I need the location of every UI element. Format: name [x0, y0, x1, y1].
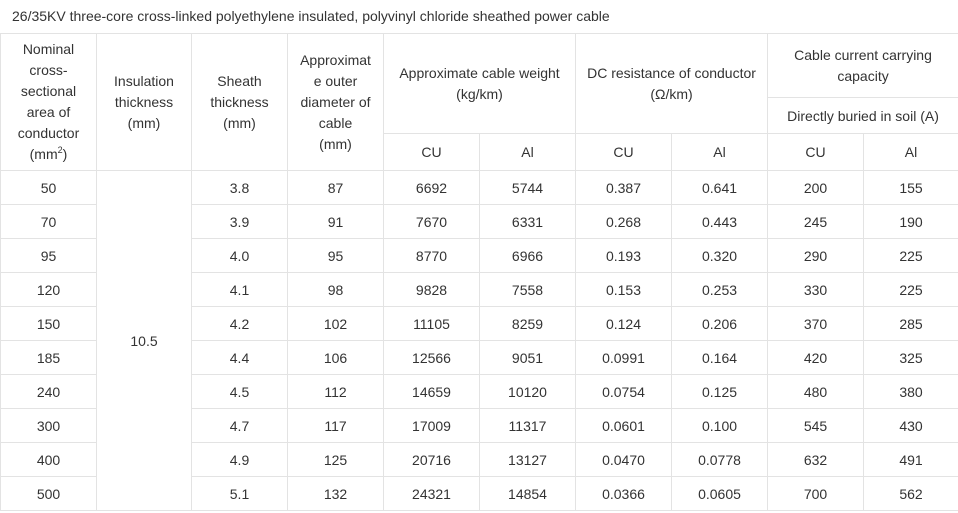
header-nominal-area [1, 34, 97, 171]
cell-area: 240 [1, 375, 97, 409]
cell-resistance-al: 0.443 [672, 205, 768, 239]
cell-sheath: 4.1 [192, 273, 288, 307]
cell-resistance-cu: 0.124 [576, 307, 672, 341]
cell-current-al: 225 [864, 273, 958, 307]
header-cable-weight [384, 34, 576, 134]
header-dc-resistance [576, 34, 768, 134]
cell-current-al: 190 [864, 205, 958, 239]
header-resistance-line2: (Ω/km) [650, 85, 693, 102]
cell-current-cu: 290 [768, 239, 864, 273]
cell-sheath: 3.9 [192, 205, 288, 239]
cell-resistance-cu: 0.0601 [576, 409, 672, 443]
cell-insulation-thickness: 10.5 [97, 171, 192, 511]
cell-sheath: 4.0 [192, 239, 288, 273]
header-insulation-line3: (mm) [127, 114, 161, 131]
cell-current-cu: 245 [768, 205, 864, 239]
cell-area: 500 [1, 477, 97, 511]
header-area-unit-close: ) [62, 146, 68, 162]
cell-diameter: 132 [288, 477, 384, 511]
cell-weight-cu: 6692 [384, 171, 480, 205]
cell-resistance-cu: 0.268 [576, 205, 672, 239]
header-diameter-line5: (mm) [319, 135, 352, 152]
header-area-unit-sup: 2 [57, 145, 63, 155]
cell-current-al: 491 [864, 443, 958, 477]
header-resistance-line1: DC resistance of conductor [587, 64, 756, 81]
cell-current-cu: 330 [768, 273, 864, 307]
cell-weight-cu: 12566 [384, 341, 480, 375]
cell-weight-al: 13127 [480, 443, 576, 477]
header-area-line4: area of [26, 104, 71, 120]
cell-weight-cu: 9828 [384, 273, 480, 307]
cell-current-cu: 370 [768, 307, 864, 341]
cell-diameter: 95 [288, 239, 384, 273]
header-area-line2: cross- [29, 62, 68, 78]
cell-weight-al: 5744 [480, 171, 576, 205]
cell-diameter: 98 [288, 273, 384, 307]
cell-area: 50 [1, 171, 97, 205]
header-sheath-line3: (mm) [223, 114, 256, 131]
cell-current-cu: 545 [768, 409, 864, 443]
cell-current-al: 380 [864, 375, 958, 409]
cell-resistance-cu: 0.0366 [576, 477, 672, 511]
header-weight-al: Al [480, 134, 576, 171]
header-area-line5: conductor [17, 125, 80, 141]
cell-weight-cu: 14659 [384, 375, 480, 409]
cell-resistance-al: 0.253 [672, 273, 768, 307]
cell-sheath: 4.5 [192, 375, 288, 409]
header-current-cu: CU [768, 134, 864, 171]
header-diameter-line4: cable [318, 114, 353, 131]
cell-resistance-al: 0.206 [672, 307, 768, 341]
header-weight-cu: CU [384, 134, 480, 171]
header-diameter-line3: diameter of [300, 93, 371, 110]
cell-resistance-al: 0.100 [672, 409, 768, 443]
cell-current-al: 430 [864, 409, 958, 443]
cell-weight-al: 10120 [480, 375, 576, 409]
header-insulation-thickness [97, 34, 192, 171]
cell-weight-al: 6966 [480, 239, 576, 273]
cell-weight-al: 6331 [480, 205, 576, 239]
header-area-line3: sectional [20, 83, 77, 99]
cell-weight-al: 7558 [480, 273, 576, 307]
cell-sheath: 4.2 [192, 307, 288, 341]
cell-weight-al: 14854 [480, 477, 576, 511]
cell-resistance-cu: 0.153 [576, 273, 672, 307]
cell-current-cu: 200 [768, 171, 864, 205]
cell-resistance-al: 0.641 [672, 171, 768, 205]
cell-resistance-cu: 0.0991 [576, 341, 672, 375]
cell-current-al: 325 [864, 341, 958, 375]
cell-area: 70 [1, 205, 97, 239]
header-diameter-line1: Approximat [300, 51, 371, 68]
cell-area: 150 [1, 307, 97, 341]
cell-weight-cu: 8770 [384, 239, 480, 273]
header-insulation-line2: thickness [114, 93, 174, 110]
cell-area: 185 [1, 341, 97, 375]
header-weight-line2: (kg/km) [456, 85, 503, 102]
cell-weight-cu: 24321 [384, 477, 480, 511]
header-weight-line1: Approximate cable weight [399, 64, 560, 81]
cell-resistance-cu: 0.193 [576, 239, 672, 273]
cell-diameter: 102 [288, 307, 384, 341]
cell-current-al: 285 [864, 307, 958, 341]
cell-area: 400 [1, 443, 97, 477]
header-buried-in-soil: Directly buried in soil (A) [768, 98, 958, 134]
header-area-unit: (mm [29, 146, 58, 162]
cell-diameter: 106 [288, 341, 384, 375]
cell-area: 95 [1, 239, 97, 273]
cell-resistance-al: 0.164 [672, 341, 768, 375]
cell-sheath: 4.9 [192, 443, 288, 477]
header-current-capacity [768, 34, 958, 98]
cell-weight-cu: 17009 [384, 409, 480, 443]
header-current-line2: capacity [837, 67, 889, 84]
cell-resistance-al: 0.125 [672, 375, 768, 409]
cell-current-al: 562 [864, 477, 958, 511]
cell-resistance-al: 0.0605 [672, 477, 768, 511]
cell-current-cu: 480 [768, 375, 864, 409]
cell-diameter: 87 [288, 171, 384, 205]
header-resistance-al: Al [672, 134, 768, 171]
cell-weight-cu: 11105 [384, 307, 480, 341]
cell-sheath: 3.8 [192, 171, 288, 205]
cell-resistance-al: 0.0778 [672, 443, 768, 477]
cell-current-al: 155 [864, 171, 958, 205]
header-outer-diameter [288, 34, 384, 171]
cable-spec-table [0, 33, 958, 511]
cell-weight-al: 8259 [480, 307, 576, 341]
header-diameter-line2: e outer [313, 72, 358, 89]
cell-weight-al: 9051 [480, 341, 576, 375]
cell-diameter: 112 [288, 375, 384, 409]
cell-weight-al: 11317 [480, 409, 576, 443]
cell-diameter: 91 [288, 205, 384, 239]
cell-resistance-al: 0.320 [672, 239, 768, 273]
header-insulation-line1: Insulation [114, 72, 174, 89]
cell-current-cu: 420 [768, 341, 864, 375]
header-sheath-line1: Sheath [217, 72, 262, 89]
cell-current-al: 225 [864, 239, 958, 273]
cell-weight-cu: 7670 [384, 205, 480, 239]
cell-current-cu: 632 [768, 443, 864, 477]
cell-current-cu: 700 [768, 477, 864, 511]
cell-sheath: 5.1 [192, 477, 288, 511]
cell-resistance-cu: 0.387 [576, 171, 672, 205]
table-caption: 26/35KV three-core cross-linked polyethylene insulated, polyvinyl chloride sheathed power cable [12, 8, 610, 24]
header-sheath-line2: thickness [210, 93, 269, 110]
header-area-line1: Nominal [22, 41, 75, 57]
header-sheath-thickness [192, 34, 288, 171]
cell-diameter: 117 [288, 409, 384, 443]
cell-area: 120 [1, 273, 97, 307]
cell-resistance-cu: 0.0470 [576, 443, 672, 477]
cell-sheath: 4.7 [192, 409, 288, 443]
cell-diameter: 125 [288, 443, 384, 477]
table-row [1, 171, 958, 205]
header-resistance-cu: CU [576, 134, 672, 171]
header-current-line1: Cable current carrying [794, 46, 932, 63]
cell-weight-cu: 20716 [384, 443, 480, 477]
header-current-al: Al [864, 134, 958, 171]
cell-sheath: 4.4 [192, 341, 288, 375]
cell-resistance-cu: 0.0754 [576, 375, 672, 409]
cell-area: 300 [1, 409, 97, 443]
